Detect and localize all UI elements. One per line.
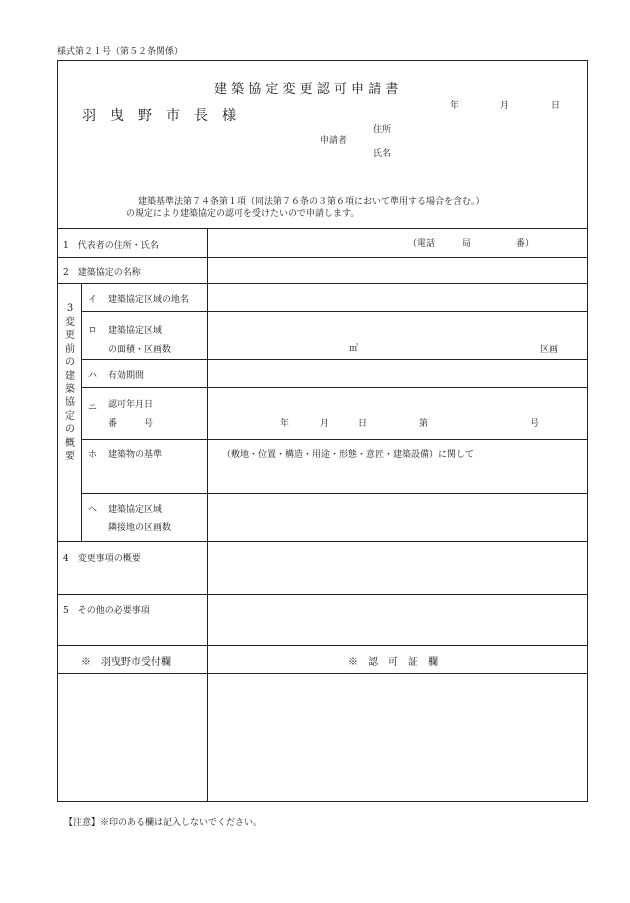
applicant-name-label: 氏名 [373, 149, 392, 159]
section3-number: 3 [66, 303, 74, 314]
row3-ni-day: 日 [358, 419, 368, 429]
applicant-label: 申請者 [320, 136, 348, 146]
row3-ni-year: 年 [280, 419, 290, 429]
row3-he-label1: 建築協定区域 [108, 505, 163, 515]
row3-ha-label: 有効期間 [108, 371, 145, 381]
footer-note: 【注意】※印のある欄は記入しないでください。 [64, 818, 263, 828]
statement-line1: 建築基準法第７４条第１項（同法第７６条の３第６項において準用する場合を含む。） [138, 197, 485, 207]
row3-ro-label2: の面積・区画数 [108, 345, 172, 355]
row1-label: 1 代表者の住所・氏名 [63, 241, 159, 251]
row3-ro-label1: 建築協定区域 [108, 326, 163, 336]
row3-ni-label1: 認可年月日 [108, 400, 154, 410]
date-year: 年 [450, 101, 460, 111]
date-day: 日 [551, 101, 561, 111]
row3-i-label: 建築協定区域の地名 [108, 295, 190, 305]
applicant-address-label: 住所 [373, 125, 392, 135]
row3-ho-label: 建築物の基準 [108, 450, 163, 460]
statement-line2: の規定により建築協定の認可を受けたいので申請します。 [126, 209, 360, 219]
date-month: 月 [500, 101, 510, 111]
form-number: 様式第２１号（第５２条関係） [57, 47, 184, 57]
row4-label: 4 変更事項の概要 [63, 554, 141, 564]
form-title: 建 築 協 定 変 更 認 可 申 請 書 [214, 82, 399, 97]
section3-vertical-label: 変 更 前 の 建 築 協 定 の 概 要 [65, 317, 75, 463]
application-form [57, 60, 588, 802]
row3-ni-dai: 第 [419, 419, 429, 429]
row3-ho-mark: ホ [88, 450, 98, 460]
reception-header: ※ 羽曳野市受付欄 [81, 657, 171, 668]
row3-ro-unit-area: ㎡ [349, 344, 359, 354]
row3-ho-note: （敷地・位置・構造・用途・形態・意匠・建築設備）に関して [222, 450, 475, 460]
approval-header: ※ 認 可 証 欄 [348, 657, 438, 668]
row2-label: 2 建築協定の名称 [63, 268, 141, 278]
addressee: 羽 曳 野 市 長 様 [82, 108, 236, 124]
row3-ni-label2: 番 号 [108, 419, 154, 429]
row3-he-label2: 隣接地の区画数 [108, 523, 172, 533]
row3-ni-mark: ニ [88, 403, 98, 413]
row3-he-mark: ヘ [88, 505, 98, 515]
row1-phone: （電話 局 番） [408, 239, 535, 249]
row3-ro-unit-lots: 区画 [540, 345, 559, 355]
row5-label: 5 その他の必要事項 [63, 606, 150, 616]
row3-ni-go: 号 [530, 419, 540, 429]
row3-i-mark: イ [88, 295, 98, 305]
row3-ro-mark: ロ [88, 326, 98, 336]
row3-ni-month: 月 [320, 419, 330, 429]
row3-ha-mark: ハ [88, 371, 98, 381]
